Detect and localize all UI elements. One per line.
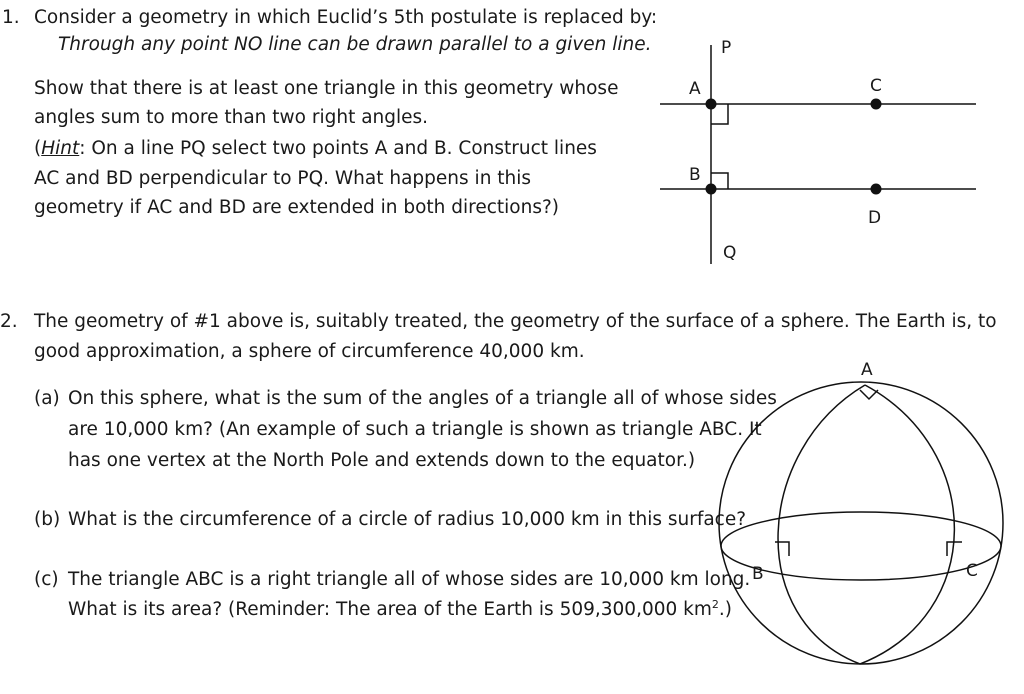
label-p: P (721, 38, 732, 58)
hint-open-paren: ( (34, 138, 42, 159)
label-a: A (689, 79, 701, 99)
part-c-line-1: The triangle ABC is a right triangle all of whose sides are 10,000 km long. (68, 569, 751, 590)
right-angle-a (711, 104, 728, 124)
problem-1-hint-line (34, 134, 597, 164)
problem-2-number: 2. (0, 311, 18, 332)
point-b (706, 184, 717, 195)
part-c-line-2-end: .) (718, 599, 732, 620)
problem-1-line-4: angles sum to more than two right angles. (34, 107, 429, 128)
hint-word: Hint (41, 138, 80, 159)
point-a (706, 99, 717, 110)
label-b: B (689, 165, 701, 185)
right-angle-c (947, 542, 962, 556)
part-a-line-3: has one vertex at the North Pole and extends down to the equator.) (68, 450, 696, 471)
meridian-right (860, 385, 954, 664)
problem-1-line-7: geometry if AC and BD are extended in both directions?) (34, 197, 560, 218)
label-q: Q (723, 243, 737, 263)
problem-1-line-3: Show that there is at least one triangle in this geometry whose (34, 78, 619, 99)
problem-1-number: 1. (2, 7, 20, 28)
part-a-line-2: are 10,000 km? (An example of such a triangle is shown as triangle ABC. It (68, 419, 762, 440)
point-c (871, 99, 882, 110)
point-d (871, 184, 882, 195)
problem-2-line-1: The geometry of #1 above is, suitably treated, the geometry of the surface of a sphere. The Earth is, to (34, 311, 997, 332)
part-b-marker: (b) (34, 509, 61, 530)
part-c-line-2 (68, 595, 732, 625)
sphere-label-a: A (861, 360, 873, 380)
problem-1-line-6: AC and BD perpendicular to PQ. What happens in this (34, 168, 532, 189)
part-a-marker: (a) (34, 388, 60, 409)
label-c: C (870, 76, 882, 96)
problem-1-postulate: Through any point NO line can be drawn parallel to a given line. (58, 34, 652, 55)
right-angle-b (711, 173, 728, 189)
meridian-left (778, 385, 865, 664)
problem-1-line-1: Consider a geometry in which Euclid’s 5th postulate is replaced by: (34, 7, 658, 28)
problem-2-line-2: good approximation, a sphere of circumference 40,000 km. (34, 341, 585, 362)
part-c-marker: (c) (34, 569, 59, 590)
right-angle-north-pole (860, 390, 878, 399)
right-angle-b (775, 542, 789, 556)
part-c-line-2-text: What is its area? (Reminder: The area of the Earth is 509,300,000 km (68, 599, 712, 620)
label-d: D (868, 208, 882, 228)
part-b-line-1: What is the circumference of a circle of radius 10,000 km in this surface? (68, 509, 747, 530)
sphere-label-c: C (966, 561, 978, 581)
sphere-label-b: B (752, 564, 764, 584)
hint-rest: : On a line PQ select two points A and B. Construct lines (79, 138, 597, 159)
equator (721, 512, 1001, 580)
part-a-line-1: On this sphere, what is the sum of the angles of a triangle all of whose sides (68, 388, 777, 409)
km-squared-superscript: 2 (711, 597, 719, 611)
